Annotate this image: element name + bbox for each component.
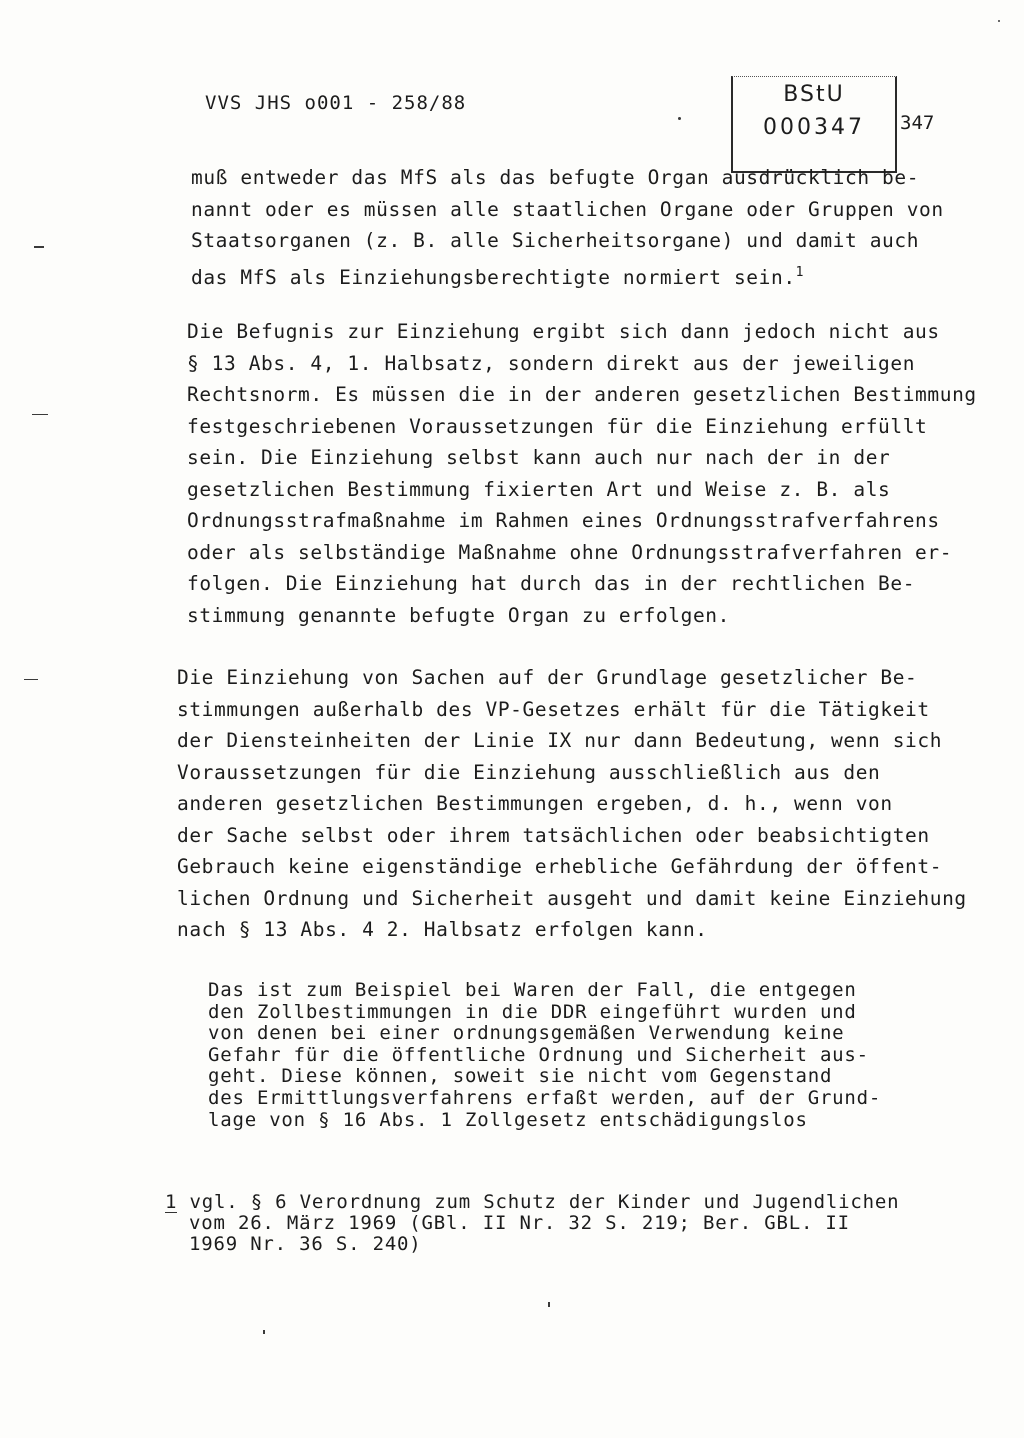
text-line-content: das MfS als Einziehungsberechtigte normiert sein. [191, 265, 796, 289]
text-line: Staatsorganen (z. B. alle Sicherheitsorgane) und damit auch [191, 229, 920, 252]
margin-mark [24, 679, 38, 680]
text-line: lichen Ordnung und Sicherheit ausgeht und damit keine Einziehung [177, 886, 967, 910]
footnote-line: 1969 Nr. 36 S. 240) [189, 1233, 422, 1255]
text-line: Gebrauch keine eigenständige erhebliche Gefährdung der öffent- [177, 855, 943, 878]
text-line: lage von § 16 Abs. 1 Zollgesetz entschädigungslos [208, 1108, 808, 1131]
text-line: des Ermittlungsverfahrens erfaßt werden, auf der Grund- [208, 1086, 882, 1109]
scan-speck [548, 1302, 550, 1307]
text-line: Das ist zum Beispiel bei Waren der Fall, die entgegen [208, 979, 857, 1001]
text-line: von denen bei einer ordnungsgemäßen Verwendung keine [208, 1022, 845, 1045]
text-line: Die Befugnis zur Einziehung ergibt sich dann jedoch nicht aus [187, 320, 940, 343]
text-line: Voraussetzungen für die Einziehung ausschließlich aus den [177, 760, 881, 784]
text-line [191, 257, 944, 294]
text-line: festgeschriebenen Voraussetzungen für die Einziehung erfüllt [187, 414, 928, 438]
text-line: muß entweder das MfS als das befugte Organ ausdrücklich be- [191, 166, 920, 189]
text-line: nach § 13 Abs. 4 2. Halbsatz erfolgen kann. [177, 918, 708, 941]
text-line: Gefahr für die öffentliche Ordnung und Sicherheit aus- [208, 1043, 869, 1066]
footnote [165, 1192, 899, 1255]
stamp-label: BStU [783, 82, 845, 107]
text-line: sein. Die Einziehung selbst kann auch nur nach der in der [187, 446, 891, 469]
footnote-line [165, 1192, 899, 1213]
indented-paragraph [208, 980, 881, 1131]
text-line: der Diensteinheiten der Linie IX nur dann Bedeutung, wenn sich [177, 729, 943, 752]
footnote-number: 1 [165, 1191, 178, 1213]
paragraph-3 [177, 662, 967, 946]
text-line: der Sache selbst oder ihrem tatsächlichen oder beabsichtigten [177, 823, 930, 847]
scan-speck [998, 20, 1000, 22]
paragraph-1 [191, 162, 944, 293]
margin-mark [32, 414, 48, 415]
footnote-line: vom 26. März 1969 (GBl. II Nr. 32 S. 219; Ber. GBL. II [189, 1212, 850, 1234]
margin-mark [34, 246, 44, 248]
text-line: Rechtsnorm. Es müssen die in der anderen gesetzlichen Bestimmung [187, 383, 977, 406]
text-line: geht. Diese können, soweit sie nicht vom Gegenstand [208, 1065, 833, 1088]
text-line: stimmung genannte befugte Organ zu erfolgen. [187, 603, 730, 627]
stamp-number: 000347 [763, 115, 865, 140]
footnote-reference: 1 [795, 264, 805, 280]
text-line: Ordnungsstrafmaßnahme im Rahmen eines Ordnungsstrafverfahrens [187, 509, 940, 532]
text-line: Die Einziehung von Sachen auf der Grundlage gesetzlicher Be- [177, 666, 918, 689]
text-line: § 13 Abs. 4, 1. Halbsatz, sondern direkt aus der jeweiligen [187, 351, 916, 375]
text-line: nannt oder es müssen alle staatlichen Organe oder Gruppen von [191, 197, 944, 221]
text-line: oder als selbständige Maßnahme ohne Ordnungsstrafverfahren er- [187, 540, 953, 564]
text-line: den Zollbestimmungen in die DDR eingeführt wurden und [208, 1000, 857, 1023]
scan-speck [263, 1330, 265, 1334]
archive-stamp [731, 76, 897, 173]
page-number: 347 [900, 112, 935, 134]
text-line: anderen gesetzlichen Bestimmungen ergeben, d. h., wenn von [177, 792, 893, 815]
text-line: gesetzlichen Bestimmung fixierten Art und Weise z. B. als [187, 477, 891, 501]
text-line: folgen. Die Einziehung hat durch das in der rechtlichen Be- [187, 572, 916, 595]
scan-speck [678, 117, 681, 120]
text-line: stimmungen außerhalb des VP-Gesetzes erhält für die Tätigkeit [177, 697, 930, 721]
footnote-text: vgl. § 6 Verordnung zum Schutz der Kinder und Jugendlichen [189, 1191, 900, 1213]
paragraph-2 [187, 316, 977, 631]
document-reference: VVS JHS o001 - 258/88 [205, 92, 467, 114]
